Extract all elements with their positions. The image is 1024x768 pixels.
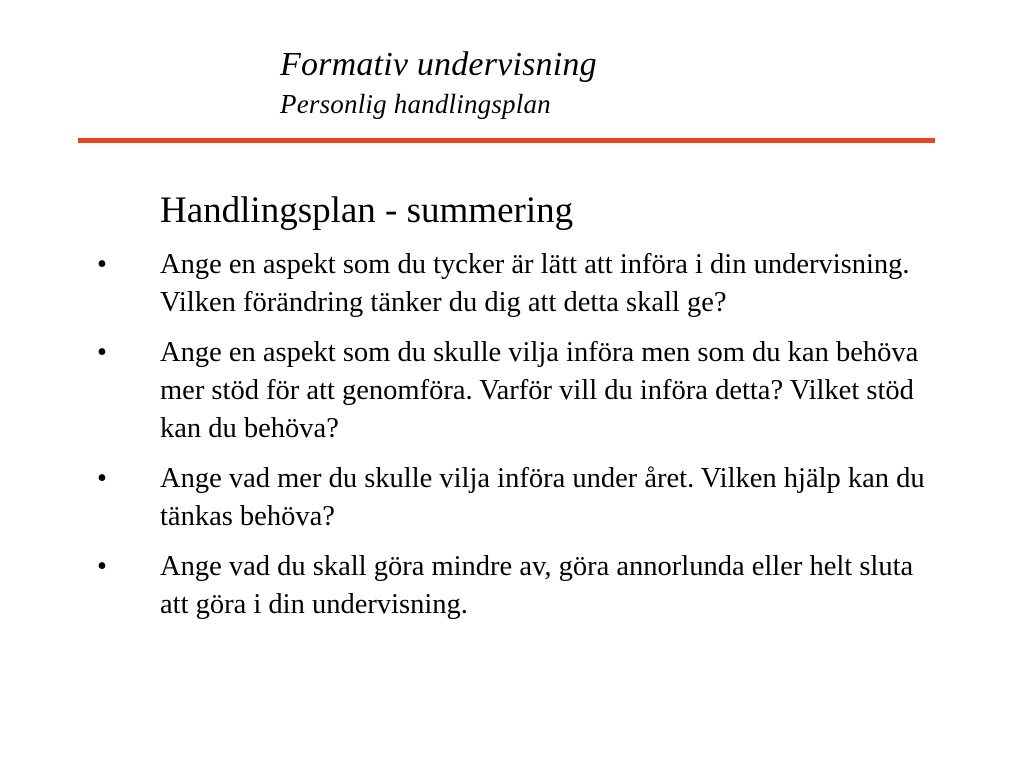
list-item <box>86 246 936 322</box>
slide-title: Handlingsplan - summering <box>160 190 574 231</box>
bullet-point-icon: • <box>97 463 107 494</box>
list-item-text: Ange vad du skall göra mindre av, göra annorlunda eller helt sluta att göra i din undervisning. <box>160 551 914 620</box>
header-subtitle: Personlig handlingsplan <box>280 89 551 119</box>
bullet-point-icon: • <box>97 249 107 280</box>
list-item-text: Ange en aspekt som du skulle vilja införa men som du kan behöva mer stöd för att genomföra. Varför vill du införa detta? Vilket stöd kan du behöva? <box>160 337 919 444</box>
bullet-list <box>86 246 936 624</box>
bullet-point-icon: • <box>97 551 107 582</box>
slide-header <box>280 44 980 122</box>
list-item-text: Ange vad mer du skulle vilja införa under året. Vilken hjälp kan du tänkas behöva? <box>160 463 925 532</box>
header-title: Formativ undervisning <box>280 46 597 83</box>
list-item <box>86 548 936 624</box>
header-divider-rule <box>78 138 935 143</box>
list-item <box>86 334 936 448</box>
bullet-point-icon: • <box>97 337 107 368</box>
list-item <box>86 460 936 536</box>
list-item-text: Ange en aspekt som du tycker är lätt att införa i din undervisning. Vilken förändring tänker du dig att detta skall ge? <box>160 249 910 318</box>
